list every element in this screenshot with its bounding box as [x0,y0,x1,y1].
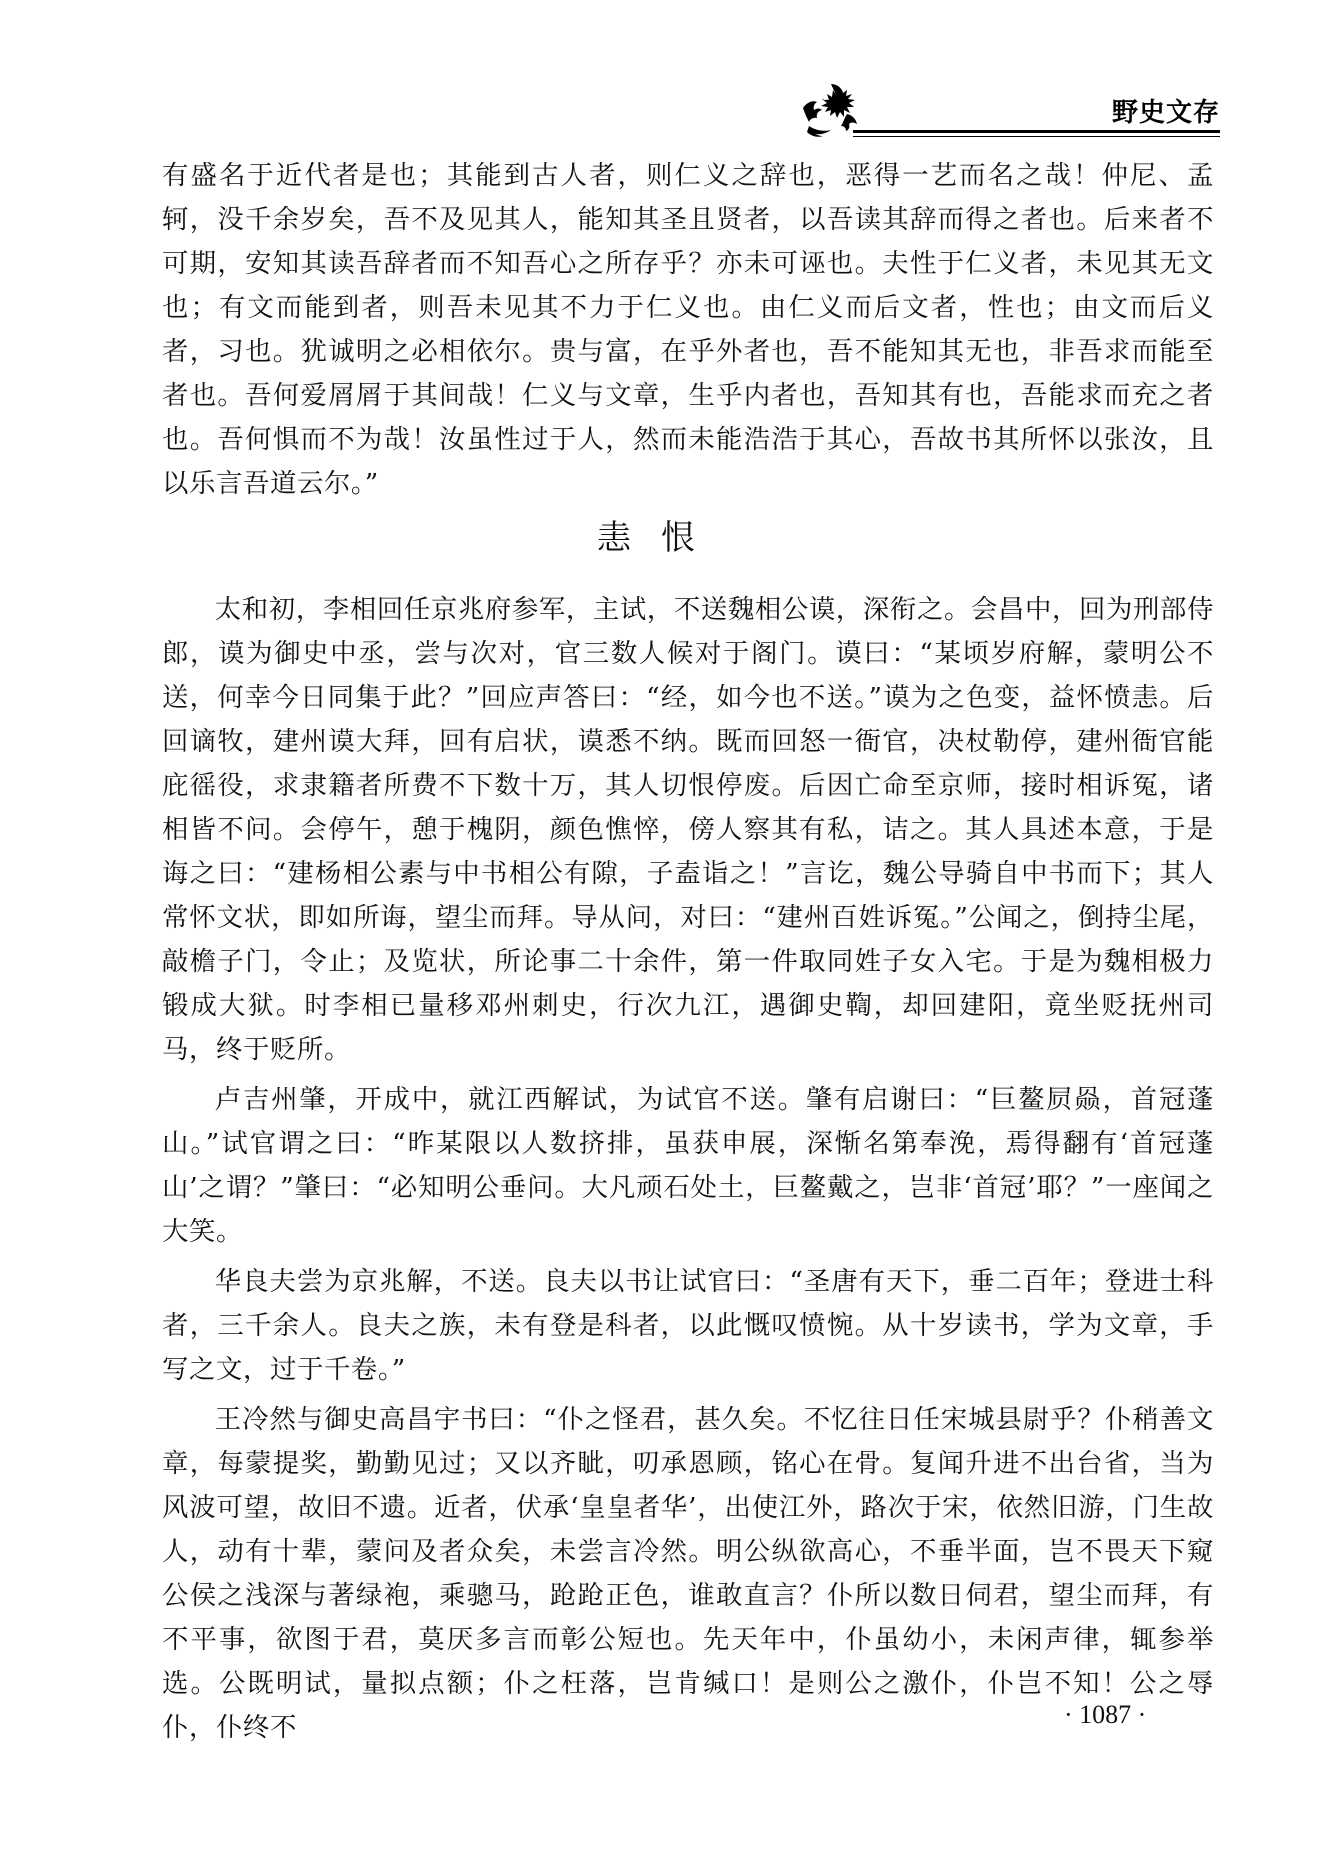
section-paragraph-1: 太和初，李相回任京兆府参军，主试，不送魏相公谟，深衔之。会昌中，回为刑部侍郎，谟为御史中丞，尝与次对，官三数人候对于阁门。谟曰：“某顷岁府解，蒙明公不送，何幸今日同集于此？”回应声答曰：“经，如今也不送。”谟为之色变，益怀愤恚。后回谪牧，建州谟大拜，回有启状，谟悉不纳。既而回怒一衙官，决杖勒停，建州衙官能庇徭役，求隶籍者所费不下数十万，其人切恨停废。后因亡命至京师，接时相诉冤，诸相皆不问。会停午，憩于槐阴，颜色憔悴，傍人察其有私，诘之。其人具述本意，于是诲之曰：“建杨相公素与中书相公有隙，子盍诣之！”言讫，魏公导骑自中书而下；其人常怀文状，即如所诲，望尘而拜。导从问，对曰：“建州百姓诉冤。”公闻之，倒持尘尾，敲檐子门，令止；及览状，所论事二十余件，第一件取同姓子女入宅。于是为魏相极力锻成大狱。时李相已量移邓州刺史，行次九江，遇御史鞫，却回建阳，竟坐贬抚州司马，终于贬所。 [162,594,1214,1065]
running-header [795,78,1220,138]
section-paragraph-4: 王冷然与御史高昌宇书曰：“仆之怪君，甚久矣。不忆往日任宋城县尉乎？仆稍善文章，每蒙提奖，勤勤见过；又以齐眦，叨承恩顾，铭心在骨。复闻升进不出台省，当为风波可望，故旧不遗。近者，伏承‘皇皇者华’，出使江外，路次于宋，依然旧游，门生故人，动有十辈，蒙问及者众矣，未尝言冷然。明公纵欲高心，不垂半面，岂不畏天下窥公侯之浅深与著绿袍，乘骢马，跄跄正色，谁敢直言？仆所以数日伺君，望尘而拜，有不平事，欲图于君，莫厌多言而彰公短也。先天年中，仆虽幼小，未闲声律，辄参举选。公既明试，量拟点额；仆之枉落，岂肯缄口！是则公之激仆，仆岂不知！公之辱仆，仆终不 [162,1404,1214,1743]
header-rule [853,130,1220,133]
opening-passage [162,154,1214,506]
section-body [162,588,1214,1750]
section-title: 恚恨 [597,518,725,558]
page-number: · 1087 · [1064,1700,1147,1729]
header-rule-thin [853,136,1220,137]
running-header-title: 野史文存 [1111,98,1220,128]
section-paragraph-2: 卢吉州肇，开成中，就江西解试，为试官不送。肇有启谢曰：“巨鳌屃赑，首冠蓬山。”试官谓之曰：“昨某限以人数挤排，虽获申展，深惭名第奉浼，焉得翻有‘首冠蓬山’之谓？”肇曰：“必知明公垂问。大凡顽石处土，巨鳌戴之，岂非‘首冠’耶？”一座闻之大笑。 [162,1084,1214,1247]
section-paragraph-3: 华良夫尝为京兆解，不送。良夫以书让试官曰：“圣唐有天下，垂二百年；登进士科者，三千余人。良夫之族，未有登是科者，以此慨叹愤惋。从十岁读书，学为文章，手写之文，过于千卷。” [162,1266,1214,1385]
opening-paragraph: 有盛名于近代者是也；其能到古人者，则仁义之辞也，恶得一艺而名之哉！仲尼、孟轲，没千余岁矣，吾不及见其人，能知其圣且贤者，以吾读其辞而得之者也。后来者不可期，安知其读吾辞者而不知吾心之所存乎？亦未可诬也。夫性于仁义者，未见其无文也；有文而能到者，则吾未见其不力于仁义也。由仁义而后文者，性也；由文而后义者，习也。犹诚明之必相依尔。贵与富，在乎外者也，吾不能知其无也，非吾求而能至者也。吾何爱屑屑于其间哉！仁义与文章，生乎内者也，吾知其有也，吾能求而充之者也。吾何惧而不为哉！汝虽性过于人，然而未能浩浩于其心，吾故书其所怀以张汝，且以乐言吾道云尔。” [162,160,1214,499]
dragon-icon [795,78,869,138]
